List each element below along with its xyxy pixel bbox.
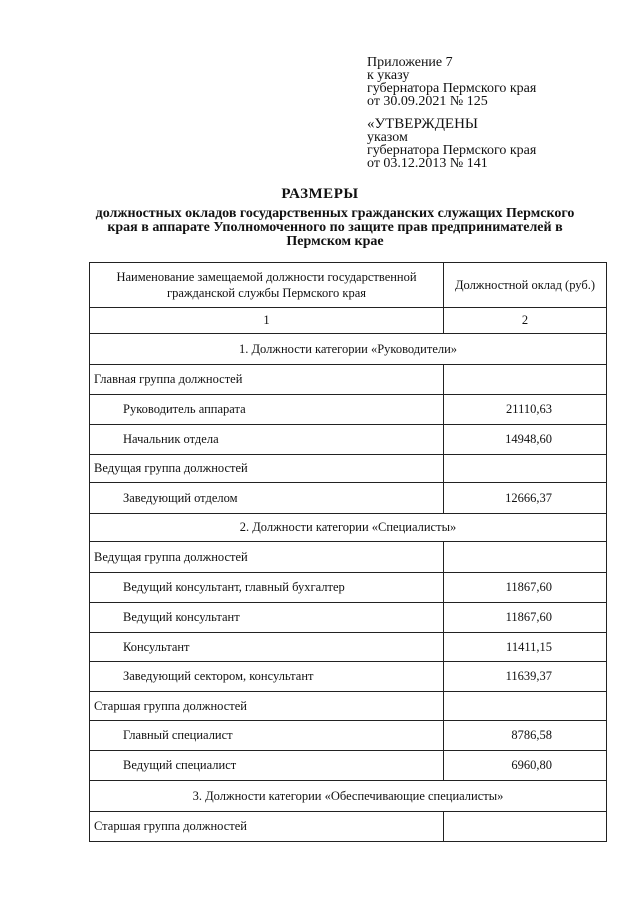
salary-table (89, 262, 607, 842)
approved-line: указом (367, 130, 408, 145)
column-number: 2 (444, 308, 607, 334)
position-name: Руководитель аппарата (90, 395, 444, 425)
group-label: Ведущая группа должностей (90, 542, 444, 573)
table-row (90, 603, 607, 633)
salary-value: 11639,37 (444, 662, 607, 692)
document-title: РАЗМЕРЫ (281, 186, 359, 202)
group-row (90, 542, 607, 573)
appendix-line: Приложение 7 (367, 55, 453, 70)
group-row (90, 455, 607, 483)
table-row (90, 751, 607, 781)
group-label: Старшая группа должностей (90, 692, 444, 721)
salary-value: 11411,15 (444, 633, 607, 662)
group-row (90, 692, 607, 721)
salary-value: 6960,80 (444, 751, 607, 781)
position-name: Ведущий специалист (90, 751, 444, 781)
position-name: Заведующий сектором, консультант (90, 662, 444, 692)
column-header-position: Наименование замещаемой должности государственной гражданской службы Пермского края (90, 263, 444, 308)
table-row (90, 573, 607, 603)
salary-value: 14948,60 (444, 425, 607, 455)
group-label: Главная группа должностей (90, 365, 444, 395)
appendix-line: от 30.09.2021 № 125 (367, 94, 488, 109)
table-row (90, 425, 607, 455)
salary-value: 21110,63 (444, 395, 607, 425)
column-number-row (90, 308, 607, 334)
position-name: Ведущий консультант, главный бухгалтер (90, 573, 444, 603)
salary-value: 8786,58 (444, 721, 607, 751)
appendix-line: к указу (367, 68, 410, 83)
column-header-salary: Должностной оклад (руб.) (444, 263, 607, 308)
position-name: Начальник отдела (90, 425, 444, 455)
category-label: 3. Должности категории «Обеспечивающие специалисты» (90, 781, 607, 812)
approved-line: от 03.12.2013 № 141 (367, 156, 488, 171)
approved-line: губернатора Пермского края (367, 143, 537, 158)
position-name: Главный специалист (90, 721, 444, 751)
salary-value: 11867,60 (444, 573, 607, 603)
salary-value: 11867,60 (444, 603, 607, 633)
document-header (367, 56, 536, 170)
table-row (90, 662, 607, 692)
table-row (90, 483, 607, 514)
salary-value: 12666,37 (444, 483, 607, 514)
group-label: Ведущая группа должностей (90, 455, 444, 483)
group-label: Старшая группа должностей (90, 812, 444, 842)
group-row (90, 365, 607, 395)
category-label: 1. Должности категории «Руководители» (90, 334, 607, 365)
position-name: Консультант (90, 633, 444, 662)
table-row (90, 721, 607, 751)
appendix-line: губернатора Пермского края (367, 81, 537, 96)
table-header-row (90, 263, 607, 308)
category-label: 2. Должности категории «Специалисты» (90, 514, 607, 542)
position-name: Ведущий консультант (90, 603, 444, 633)
position-name: Заведующий отделом (90, 483, 444, 514)
category-row (90, 781, 607, 812)
column-number: 1 (90, 308, 444, 334)
group-row (90, 812, 607, 842)
approved-line: «УТВЕРЖДЕНЫ (367, 116, 479, 132)
table-row (90, 633, 607, 662)
category-row (90, 334, 607, 365)
category-row (90, 514, 607, 542)
document-subtitle: должностных окладов государственных гражданских служащих Пермского края в аппарате Уполномоченного по защите прав предпринимателей в Пермском крае (95, 206, 575, 249)
table-row (90, 395, 607, 425)
